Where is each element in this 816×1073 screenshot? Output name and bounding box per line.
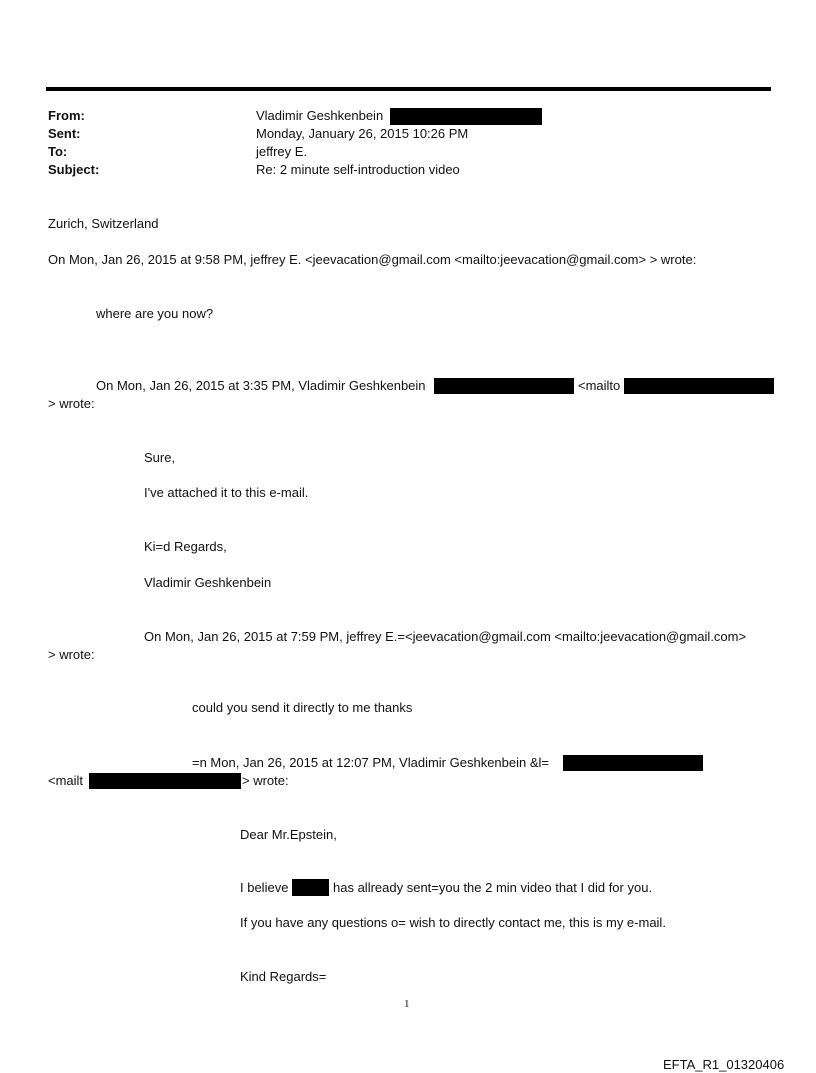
- redaction-box: [292, 879, 329, 896]
- quote2-wrote: > wrote:: [48, 396, 95, 411]
- quote4-line4: Kind Regards=: [240, 969, 327, 984]
- quote4-mailto: <mailt: [48, 773, 84, 788]
- quote2-line4: Vladimir Geshkenbein: [144, 575, 272, 590]
- redaction-box: [563, 755, 703, 771]
- quote2-line2: I've attached it to this e-mail.: [144, 485, 309, 500]
- quote1-text: where are you now?: [96, 306, 214, 321]
- redaction-box: [434, 378, 574, 394]
- quote3-text: could you send it directly to me thanks: [192, 700, 413, 715]
- from-value: Vladimir Geshkenbein: [256, 108, 384, 123]
- document-id: EFTA_R1_01320406: [663, 1057, 785, 1072]
- quote4-line3: If you have any questions o= wish to directly contact me, this is my e-mail.: [240, 915, 666, 930]
- subject-label: Subject:: [48, 162, 100, 177]
- redaction-box: [89, 773, 241, 789]
- quote4-wrote: > wrote:: [242, 773, 289, 788]
- quote4-line1: Dear Mr.Epstein,: [240, 827, 337, 842]
- to-value: jeffrey E.: [256, 144, 308, 159]
- page-number: 1: [404, 998, 410, 1010]
- quote2-line1: Sure,: [144, 450, 176, 465]
- quote2-line3: Ki=d Regards,: [144, 539, 227, 554]
- quote1-header: On Mon, Jan 26, 2015 at 9:58 PM, jeffrey E. <jeevacation@gmail.com <mailto:jeevacation@gmail.com> > wrote:: [48, 252, 697, 267]
- quote4-line2a: I believe: [240, 880, 289, 895]
- from-label: From:: [48, 108, 85, 123]
- quote4-line2b: has allready sent=you the 2 min video that I did for you.: [333, 880, 653, 895]
- redaction-box: [624, 378, 774, 394]
- subject-value: Re: 2 minute self-introduction video: [256, 162, 460, 177]
- quote3-wrote: > wrote:: [48, 647, 95, 662]
- location-text: Zurich, Switzerland: [48, 216, 159, 231]
- quote4-header: =n Mon, Jan 26, 2015 at 12:07 PM, Vladimir Geshkenbein &l=: [192, 755, 549, 770]
- header-rule: [46, 87, 771, 91]
- redaction-box: [390, 108, 542, 125]
- quote2-mailto: <mailto: [578, 378, 621, 393]
- to-label: To:: [48, 144, 68, 159]
- quote3-header: On Mon, Jan 26, 2015 at 7:59 PM, jeffrey E.=<jeevacation@gmail.com <mailto:jeevacation@gmail.com>: [144, 629, 747, 644]
- sent-value: Monday, January 26, 2015 10:26 PM: [256, 126, 469, 141]
- sent-label: Sent:: [48, 126, 81, 141]
- quote2-header: On Mon, Jan 26, 2015 at 3:35 PM, Vladimir Geshkenbein: [96, 378, 426, 393]
